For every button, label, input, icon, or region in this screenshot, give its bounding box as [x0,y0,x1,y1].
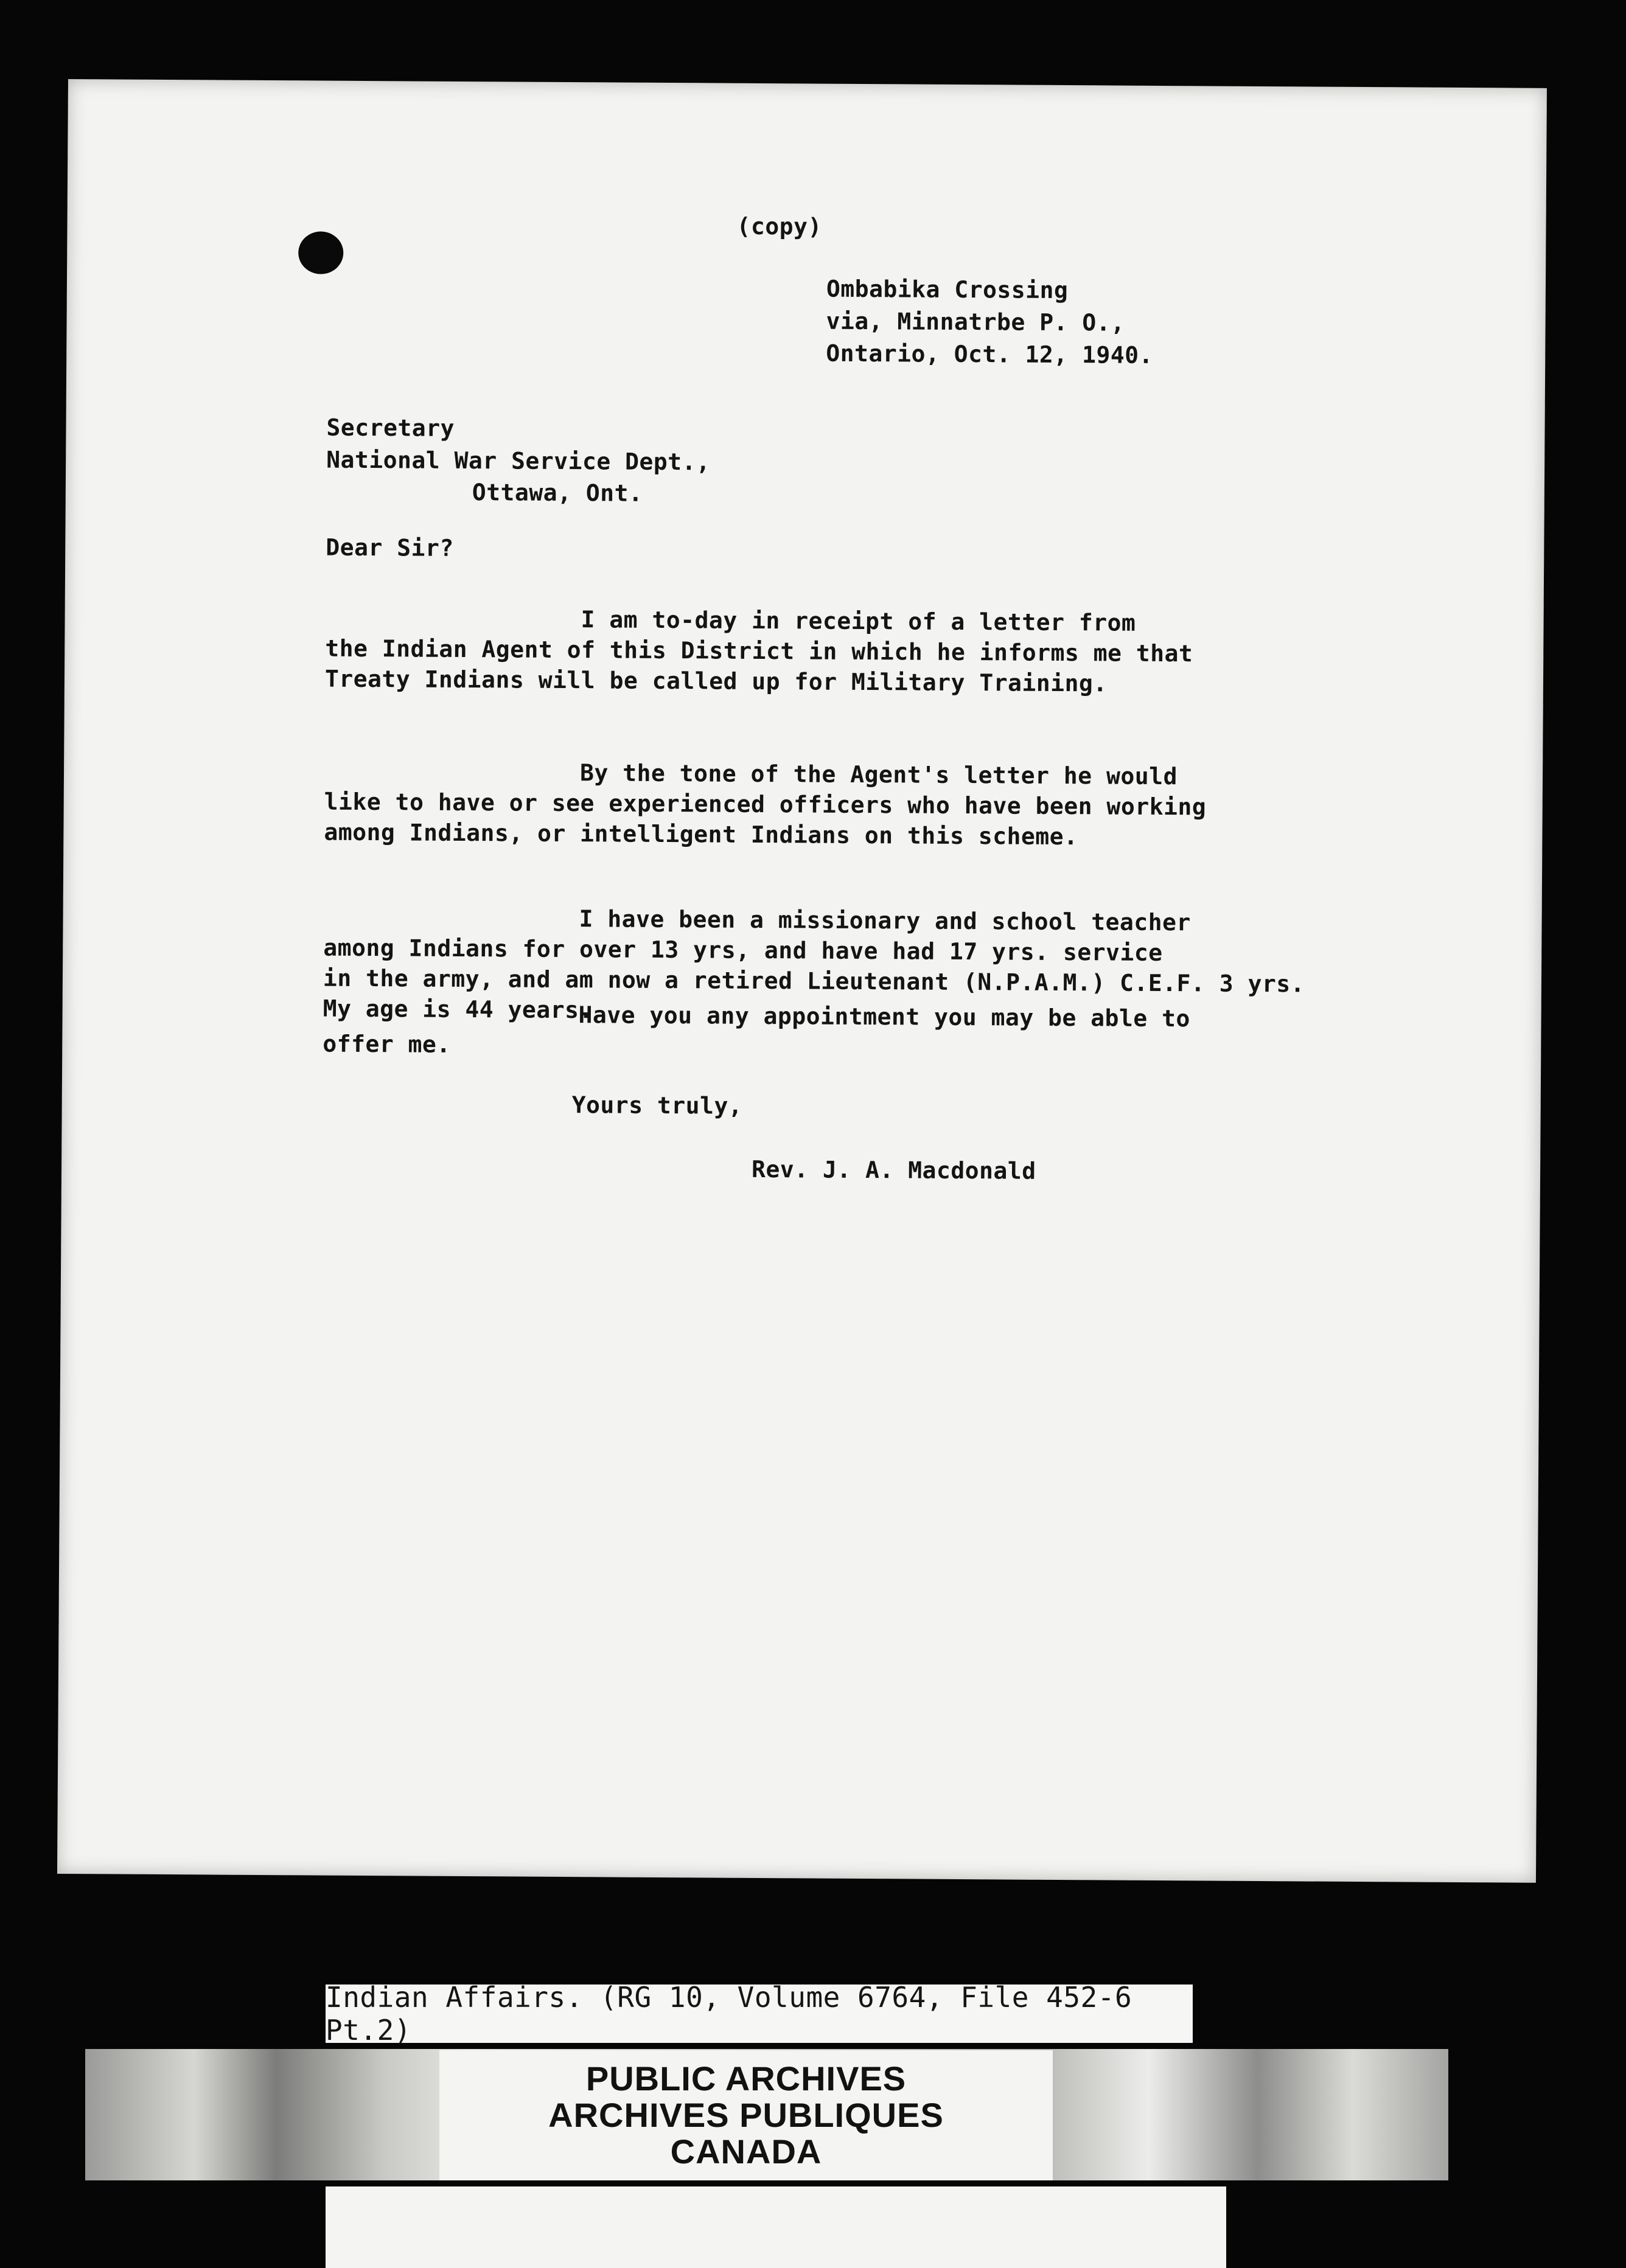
recipient-line: National War Service Dept., [326,446,711,476]
paragraph-1 [325,603,1193,700]
sender-address-line: via, Minnatrbe P. O., [826,307,1125,336]
salutation: Dear Sir? [326,534,454,562]
archives-stamp-line: CANADA [670,2132,822,2171]
paragraph-4 [323,998,1190,1065]
sender-address-date-line: Ontario, Oct. 12, 1940. [826,339,1154,369]
sender-address-line: Ombabika Crossing [826,275,1069,304]
paragraph-line: I am to-day in receipt of a letter from [581,606,1136,636]
ink-blot [298,231,343,274]
paragraph-2 [324,756,1206,853]
paragraph-line: like to have or see experienced officers who have been working [324,788,1207,821]
paragraph-line: offer me. [323,1030,451,1058]
paragraph-line: By the tone of the Agent's letter he would [579,759,1178,790]
letter-page [57,79,1547,1883]
paragraph-line: Treaty Indians will be called up for Military Training. [324,665,1108,697]
recipient-line: Ottawa, Ont. [472,479,643,507]
paragraph-line: Have you any appointment you may be able to [578,1001,1191,1032]
paragraph-line: My age is 44 years. [323,995,593,1024]
recipient-line: Secretary [326,414,455,442]
paragraph-line: in the army, and am now a retired Lieutenant (N.P.A.M.) C.E.F. 3 yrs. [323,964,1305,998]
closing: Yours truly, [571,1091,743,1119]
catalog-label-text: Indian Affairs. (RG 10, Volume 6764, File 452-6 Pt.2) [326,1981,1132,2047]
paragraph-line: among Indians, or intelligent Indians on this scheme. [324,818,1078,850]
archives-stamp [439,2050,1053,2180]
archives-stamp-line: ARCHIVES PUBLIQUES [548,2096,944,2134]
paragraph-line: among Indians for over 13 yrs, and have had 17 yrs. service [323,934,1163,967]
copy-mark: (copy) [736,212,822,240]
paragraph-line: I have been a missionary and school teacher [579,905,1191,936]
paragraph-line: the Indian Agent of this District in which he informs me that [325,635,1193,667]
catalog-label [326,1981,1193,2047]
archives-stamp-line: PUBLIC ARCHIVES [585,2059,907,2098]
bottom-label-tab [326,2186,1226,2268]
signature: Rev. J. A. Macdonald [751,1155,1036,1184]
